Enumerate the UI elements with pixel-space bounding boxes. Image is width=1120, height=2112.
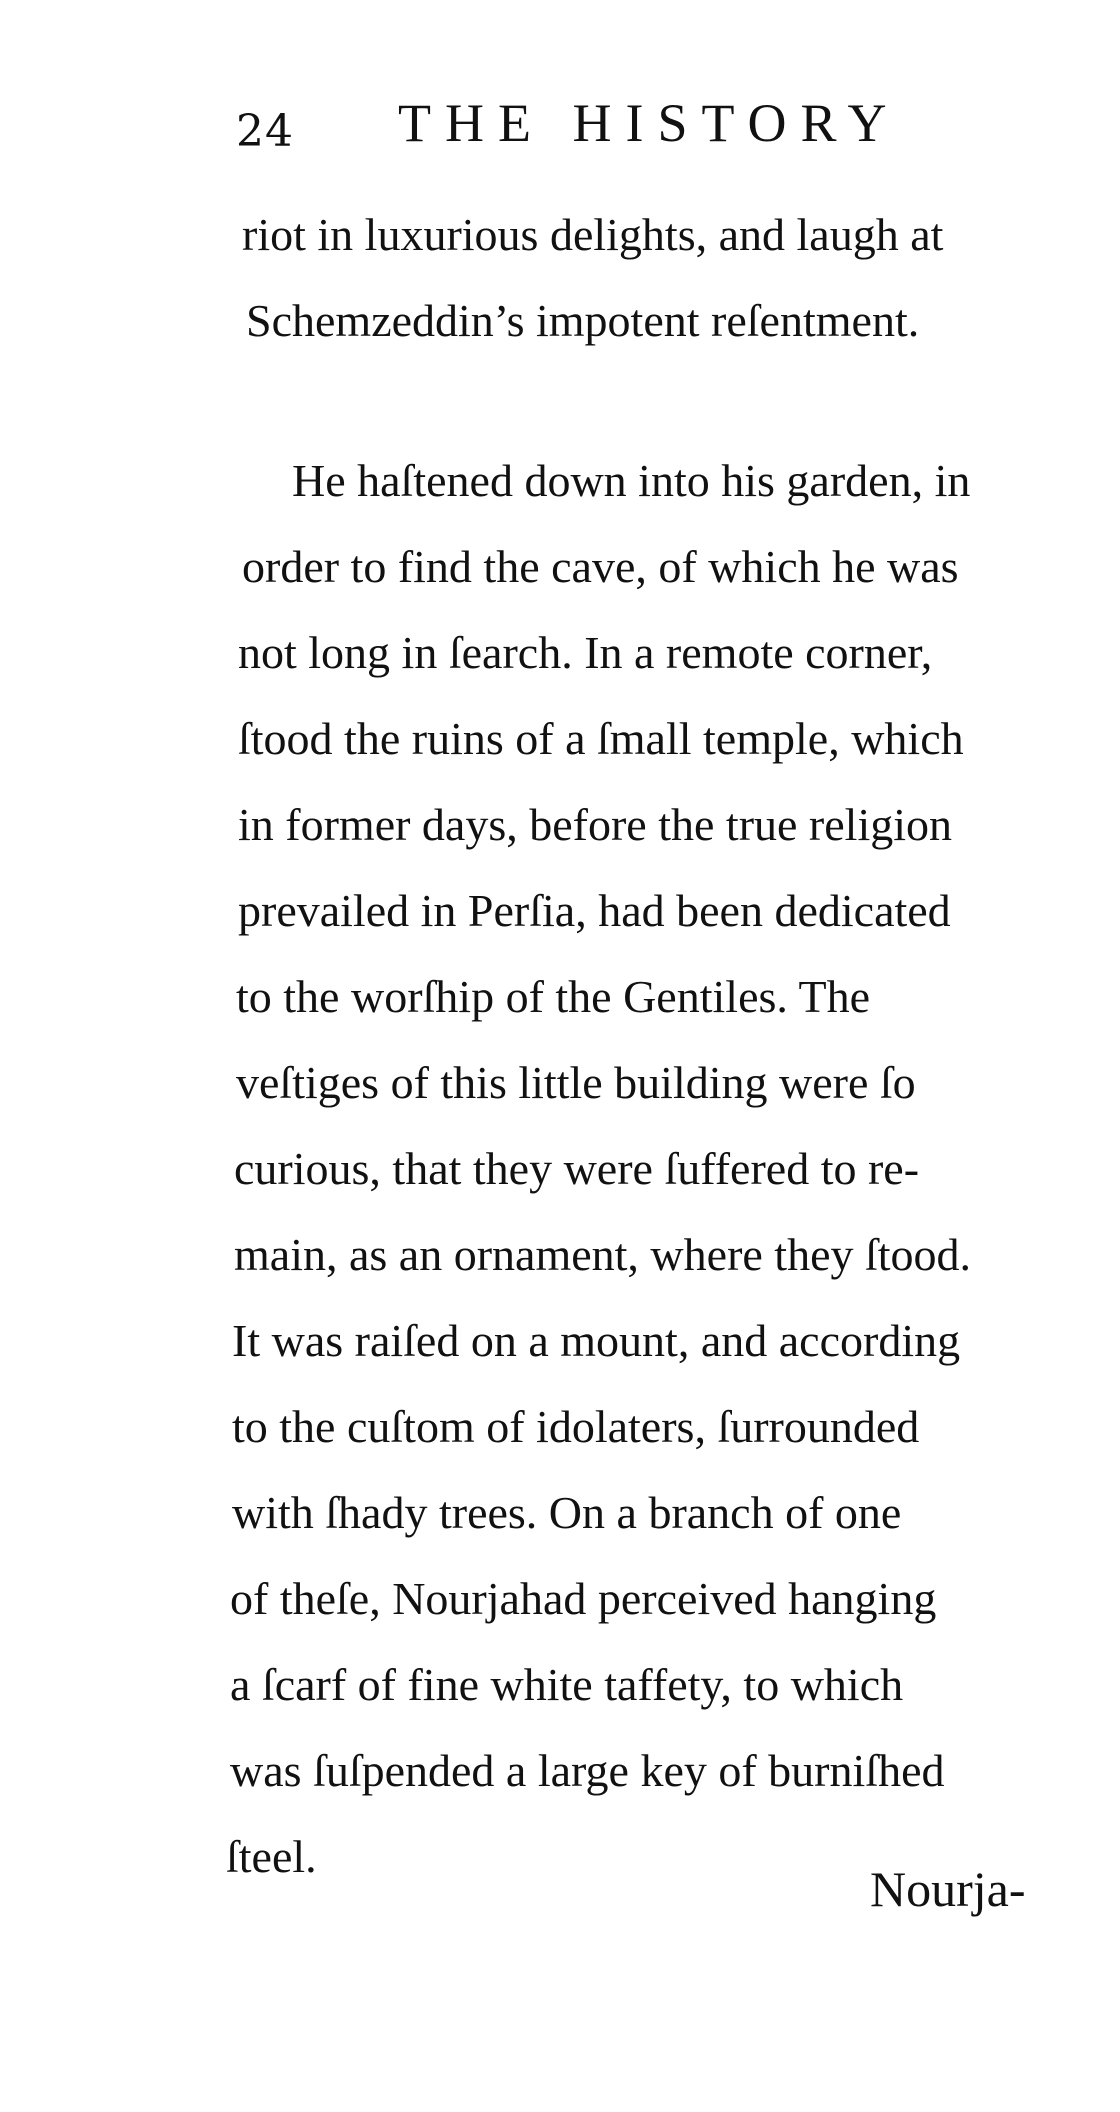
text-line-10: veſtiges of this little building were ſo	[236, 1057, 916, 1108]
text-line-3: He haſtened down into his garden, in	[292, 455, 971, 506]
text-line-16: of theſe, Nourjahad perceived hanging	[230, 1573, 937, 1624]
text-line-9: to the worſhip of the Gentiles. The	[236, 971, 871, 1022]
running-head	[236, 92, 1056, 162]
text-line-12: main, as an ornament, where they ſtood.	[234, 1229, 972, 1280]
text-line-2: Schemzeddin’s impotent reſentment.	[246, 295, 920, 346]
text-line-19: ſteel.	[226, 1831, 317, 1882]
text-line-13: It was raiſed on a mount, and according	[232, 1315, 961, 1366]
text-line-7: in former days, before the true religion	[238, 799, 953, 850]
running-title: THE HISTORY	[398, 93, 901, 153]
text-line-15: with ſhady trees. On a branch of one	[232, 1487, 902, 1538]
text-line-14: to the cuſtom of idolaters, ſurrounded	[232, 1401, 920, 1452]
text-line-8: prevailed in Perſia, had been dedicated	[238, 885, 951, 936]
text-line-6: ſtood the ruins of a ſmall temple, which	[238, 713, 964, 764]
text-line-4: order to find the cave, of which he was	[242, 541, 959, 592]
text-line-17: a ſcarf of fine white taffety, to which	[230, 1659, 904, 1710]
page-number: 24	[236, 106, 294, 157]
text-line-1: riot in luxurious delights, and laugh at	[242, 209, 944, 260]
text-line-5: not long in ſearch. In a remote corner,	[238, 627, 933, 678]
text-line-11: curious, that they were ſuffered to re-	[234, 1143, 920, 1194]
text-line-18: was ſuſpended a large key of burniſhed	[230, 1745, 945, 1796]
catchword: Nourja-	[870, 1861, 1026, 1917]
